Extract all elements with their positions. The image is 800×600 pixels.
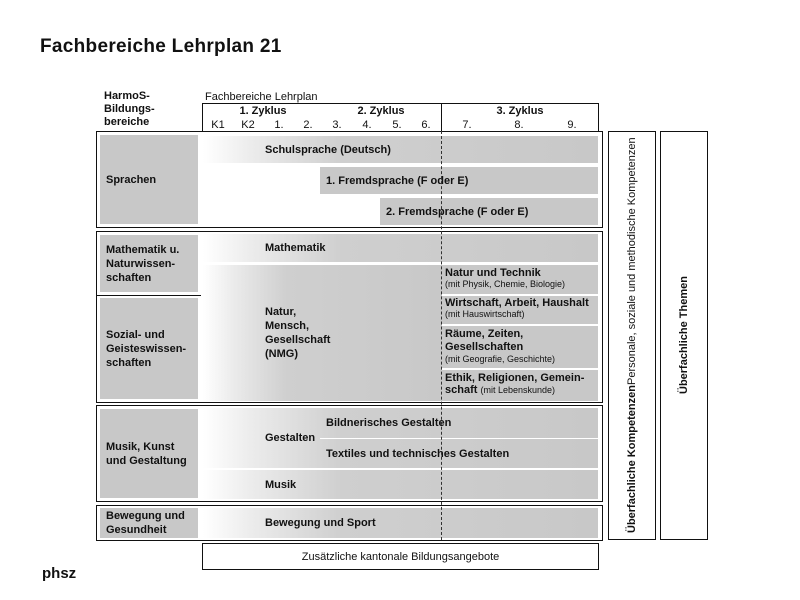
- grade-8: 8.: [514, 119, 524, 131]
- bewegung-label: Bewegung und Gesundheit: [100, 508, 198, 538]
- wirtschaft-bar: Wirtschaft, Arbeit, Haushalt (mit Hauswirtschaft): [442, 296, 598, 324]
- grade-9: 9.: [567, 119, 577, 131]
- grade-7: 7.: [462, 119, 472, 131]
- fremdsprache-2-bar: 2. Fremdsprache (F oder E): [380, 198, 598, 225]
- sprachen-label: Sprachen: [100, 135, 198, 224]
- grade-2: 2.: [303, 119, 313, 131]
- grade-k1: K1: [211, 119, 225, 131]
- sport-bar: Bewegung und Sport: [203, 508, 598, 538]
- musik-bar: Musik: [203, 470, 598, 499]
- mathematik-label: Mathematik u. Naturwissen- schaften: [100, 235, 198, 292]
- grade-4: 4.: [362, 119, 372, 131]
- schulsprache-bar: Schulsprache (Deutsch): [203, 136, 598, 163]
- grade-1: 1.: [274, 119, 284, 131]
- phsz-logo: phsz: [42, 565, 77, 582]
- mathematik-bar: Mathematik: [203, 234, 598, 262]
- bildnerisch-bar: Bildnerisches Gestalten: [326, 416, 452, 429]
- kompetenzen-label: Überfachliche Kompetenzen Personale, soziale und methodische Kompetenzen: [626, 137, 638, 534]
- natur-technik-bar: Natur und Technik (mit Physik, Chemie, Biologie): [442, 265, 598, 294]
- gestalten-bar: Gestalten: [203, 408, 598, 468]
- grade-5: 5.: [392, 119, 402, 131]
- page-title: Fachbereiche Lehrplan 21: [40, 36, 282, 57]
- fremdsprache-1-bar: 1. Fremdsprache (F oder E): [320, 167, 598, 194]
- textil-bar: Textiles und technisches Gestalten: [326, 447, 510, 460]
- sozial-label: Sozial- und Geisteswissen- schaften: [100, 298, 198, 399]
- zusaetzlich-box: Zusätzliche kantonale Bildungsangebote: [202, 543, 599, 570]
- harmos-header: HarmoS- Bildungs- bereiche: [104, 90, 155, 128]
- grade-k2: K2: [241, 119, 255, 131]
- cycle-3-label: 3. Zyklus: [496, 105, 544, 117]
- ethik-bar: Ethik, Religionen, Gemein- schaft (mit Lebenskunde): [442, 370, 598, 401]
- nmg-bar: Natur, Mensch, Gesellschaft (NMG): [203, 265, 442, 401]
- cycle-1-label: 1. Zyklus: [239, 105, 287, 117]
- fachbereiche-header: Fachbereiche Lehrplan: [205, 91, 318, 103]
- raeume-bar: Räume, Zeiten, Gesellschaften (mit Geografie, Geschichte): [442, 326, 598, 368]
- themen-label: Überfachliche Themen: [678, 276, 690, 395]
- grade-6: 6.: [421, 119, 431, 131]
- grade-3: 3.: [332, 119, 342, 131]
- cycle-2-label: 2. Zyklus: [357, 105, 405, 117]
- musik-label: Musik, Kunst und Gestaltung: [100, 409, 198, 498]
- cycle-divider: [441, 131, 442, 540]
